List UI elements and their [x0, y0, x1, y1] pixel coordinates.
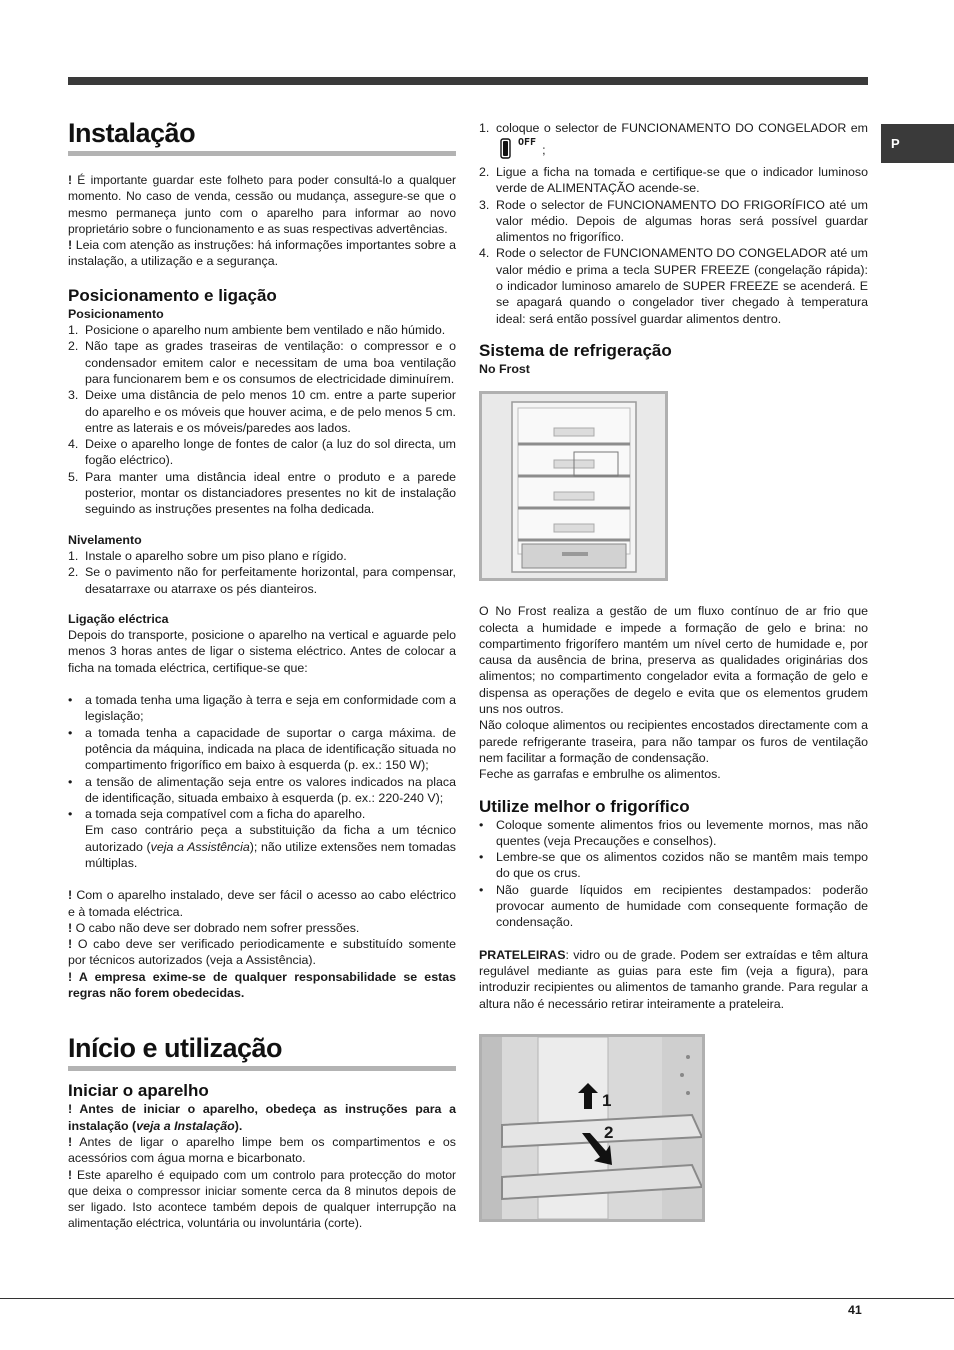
start-warning: [68, 1101, 456, 1134]
list-item-text: a tomada tenha uma ligação à terra e seja em conformidade com a legislação;: [85, 693, 456, 724]
warning-paragraph-3: [68, 936, 456, 969]
list-item: 3. Rode o selector de FUNCIONAMENTO DO FRIGORÍFICO até um valor médio. Depois de algumas horas será possível guardar alimentos no frigorífico.: [479, 197, 868, 245]
title-rule: [68, 1066, 456, 1071]
electrical-checklist: [68, 692, 456, 822]
warning-mark: !: [68, 920, 73, 935]
list-item: 2. Não tape as grades traseiras de ventilação: o compressor e o condensador emitem calor e necessitam de uma boa ventilação para funcionarem bem e os consumos de electricidade diminuírem.: [68, 339, 456, 386]
start-warning-end: ).: [234, 1118, 243, 1133]
nofrost-paragraph-3: Feche as garrafas e embrulhe os alimentos.: [479, 767, 721, 782]
intro-text: É importante guardar este folheto para poder consultá-lo a qualquer momento. No caso de venda, cessão ou mudança, assegure-se que o mesmo permaneça junto com o aparelho para informar ao novo proprietário sobre o funcionamento e as suas respectivas advertências.: [68, 173, 456, 236]
list-item: 5. Para manter uma distância ideal entre o produto e a parede posterior, montar os distanciadores presentes no kit de instalação seguindo as instruções presentes na folha dedicada.: [68, 469, 456, 517]
warning-paragraph-2: [68, 920, 456, 936]
electrical-subheading: Ligação eléctrica: [68, 611, 169, 626]
list-item: 2. Ligue a ficha na tomada e certifique-se que o indicador luminoso verde de ALIMENTAÇÃO acende-se.: [479, 165, 868, 196]
list-item-text: Não guarde líquidos em recipientes destampados: poderão provocar aumento de humidade com consequente formação de condensação.: [496, 882, 868, 930]
use-heading: Utilize melhor o frigorífico: [479, 796, 690, 816]
list-item-text: Coloque somente alimentos frios ou levemente mornos, mas não quentes (veja Precauções e conselhos).: [496, 817, 868, 848]
warning-text: O cabo deve ser verificado periodicamente e substituído somente por técnicos autorizados (veja a Assistência).: [68, 937, 456, 968]
list-item-text: Se o pavimento não for perfeitamente horizontal, para compensar, desatarraxe ou atarraxe os pés dianteiros.: [85, 565, 456, 596]
start-heading: Iniciar o aparelho: [68, 1081, 209, 1101]
intro2-text: Leia com atenção as instruções: há informações importantes sobre a instalação, a utilização e a segurança.: [68, 238, 456, 269]
liability-warning: ! A empresa exime-se de qualquer responsabilidade se estas regras não forem obedecidas.: [68, 969, 456, 1001]
list-item-text: a tensão de alimentação seja entre os valores indicados na placa de identificação, situada embaixo à esquerda (p. ex.: 220-240 V);: [85, 774, 456, 805]
step-label-2: 2: [604, 1122, 614, 1142]
list-item-text: Para manter uma distância ideal entre o produto e a parede posterior, montar os distanciadores presentes no kit de instalação seguindo as instruções presentes na folha dedicada.: [85, 469, 456, 517]
shelf-adjustment-image: [479, 1034, 705, 1222]
list-item: 4. Deixe o aparelho longe de fontes de calor (a luz do sol directa, um fogão eléctrico).: [68, 437, 456, 468]
list-item-text: Lembre-se que os alimentos cozidos não se mantêm mais tempo do que os crus.: [496, 850, 868, 881]
warning-mark: !: [68, 1134, 73, 1149]
language-tab-label: P: [891, 136, 900, 151]
step1-text: coloque o selector de FUNCIONAMENTO DO CONGELADOR em: [496, 121, 868, 135]
startup-steps: [479, 120, 868, 327]
list-item: 4. Rode o selector de FUNCIONAMENTO DO CONGELADOR até um valor médio e prima a tecla SUPER FREEZE (congelação rápida): o indicador luminoso amarelo de SUPER FREEZE se acenderá. E se apagará quando o congelador tiver chegado à temperatura ideal: será então possível guardar alimentos dentro.: [479, 246, 868, 326]
list-item: • a tomada seja compatível com a ficha do aparelho.: [68, 807, 366, 822]
list-item: 1. Posicione o aparelho num ambiente bem ventilado e não húmido.: [68, 323, 446, 338]
intro-paragraph: [68, 172, 456, 237]
step-label-1: 1: [602, 1090, 612, 1110]
warning-mark: !: [68, 888, 73, 903]
positioning-heading: Posicionamento e ligação: [68, 285, 277, 305]
start-warning-text: ! Antes de iniciar o aparelho, obedeça as instruções para a instalação (: [68, 1102, 456, 1133]
electrical-note: [68, 822, 456, 871]
list-item: • Não guarde líquidos em recipientes destampados: poderão provocar aumento de humidade com consequente formação de condensação.: [479, 882, 868, 930]
language-tab: [881, 124, 954, 163]
start-text: Antes de ligar o aparelho limpe bem os compartimentos e os acessórios com água morna e bicarbonato.: [68, 1134, 456, 1166]
note-italic: veja a Assistência: [150, 839, 250, 854]
leveling-list: [68, 548, 456, 597]
fridge-interior-image: [479, 391, 668, 581]
note-text-end: ); não utilize extensões nem tomadas múltiplas.: [85, 839, 457, 870]
title-rule: [68, 151, 456, 156]
list-item-text: Deixe o aparelho longe de fontes de calor (a luz do sol directa, um fogão eléctrico).: [85, 437, 456, 468]
warning-text: Com o aparelho instalado, deve ser fácil o acesso ao cabo eléctrico e à tomada eléctrica.: [68, 888, 456, 919]
nofrost-paragraph-1: O No Frost realiza a gestão de um fluxo contínuo de ar frio que colecta a humidade e impede a formação de gelo e brina: no compartimento frigorífero mantém um nível certo de humidade e, por causa da ausência de brina, preserva as qualidades originárias dos alimentos; no compartimento congelador evita a formação de gelo e dispensa as operações de degelo e evita que os elementos grudem uns nos outros.: [479, 604, 868, 717]
list-item-text: a tomada seja compatível com a ficha do aparelho.: [85, 807, 366, 822]
electrical-intro: Depois do transporte, posicione o aparelho na vertical e aguarde pelo menos 3 horas antes de ligar o sistema eléctrico. Antes de colocar a ficha na tomada eléctrica, certifique-se que:: [68, 628, 456, 675]
list-item: 2. Se o pavimento não for perfeitamente horizontal, para compensar, desatarraxe ou atarraxe os pés dianteiros.: [68, 565, 456, 596]
shelves-paragraph: [479, 947, 868, 1012]
warning-mark: !: [68, 1167, 72, 1182]
warning-mark: !: [68, 937, 73, 952]
list-item-text: Posicione o aparelho num ambiente bem ventilado e não húmido.: [85, 323, 446, 338]
list-item-text: Ligue a ficha na tomada e certifique-se que o indicador luminoso verde de ALIMENTAÇÃO acende-se.: [496, 165, 868, 196]
warning-paragraph-1: [68, 887, 456, 920]
warning-mark: !: [68, 238, 73, 253]
list-item-text: Rode o selector de FUNCIONAMENTO DO FRIGORÍFICO até um valor médio. Depois de algumas horas será possível guardar alimentos no frigorífico.: [496, 197, 868, 245]
right-column: [479, 120, 868, 1222]
start-paragraph-2: [68, 1134, 456, 1167]
nofrost-subheading: No Frost: [479, 361, 530, 376]
leveling-subheading: Nivelamento: [68, 532, 142, 547]
list-item: • a tensão de alimentação seja entre os valores indicados na placa de identificação, situada embaixo à esquerda (p. ex.: 220-240 V);: [68, 774, 456, 805]
warning-mark: !: [68, 173, 72, 187]
list-item-text: Deixe uma distância de pelo menos 10 cm. entre a parte superior do aparelho e os móveis que houver acima, e de pelo menos 5 cm. entre as laterais e os móveis/paredes aos lados.: [85, 388, 456, 435]
positioning-list: [68, 322, 456, 518]
list-item-text: Não tape as grades traseiras de ventilação: o compressor e o condensador emitem calor e necessitam de uma boa ventilação para funcionarem bem e os consumos de electricidade diminuírem.: [85, 339, 456, 386]
step1-end: ;: [542, 142, 546, 157]
nofrost-paragraph-2: Não coloque alimentos ou recipientes encostados directamente com a parede refrigerante traseira, para não tampar os furos de ventilação nem facilitar a formação de condensação.: [479, 718, 868, 765]
start-title: Início e utilização: [68, 1033, 283, 1064]
intro-paragraph-2: [68, 237, 456, 270]
shelves-label: PRATELEIRAS: [479, 947, 566, 962]
positioning-subheading: Posicionamento: [68, 306, 164, 321]
note-text: Em caso contrário peça a substituição da ficha a um técnico autorizado (: [85, 823, 456, 854]
list-item: 3. Deixe uma distância de pelo menos 10 cm. entre a parte superior do aparelho e os móveis que houver acima, e de pelo menos 5 cm. entre as laterais e os móveis/paredes aos lados.: [68, 388, 456, 435]
list-item: • a tomada tenha uma ligação à terra e seja em conformidade com a legislação;: [68, 693, 456, 724]
start-warning-italic: veja a Instalação: [136, 1118, 235, 1133]
off-icon-label: OFF: [518, 137, 537, 148]
install-title: Instalação: [68, 118, 196, 148]
list-item-text: a tomada tenha a capacidade de suportar o carga máxima. de potência da máquina, indicada na placa de identificação situada no compartimento frigorífico em baixo à esquerda (p. ex.: 150 W);: [85, 725, 456, 773]
list-item-text: Instale o aparelho sobre um piso plano e rígido.: [85, 548, 347, 563]
page-number: 41: [848, 1303, 862, 1317]
use-tips-list: [479, 817, 868, 931]
list-item: 1. coloque o selector de FUNCIONAMENTO DO CONGELADOR em $^{OFF}$;: [479, 120, 868, 164]
start-text: Este aparelho é equipado com um controlo para protecção do motor que deixa o compressor iniciar somente cerca da 8 minutos depois de ser ligado. Isto acontece também depois de qualquer interrupção na alimentação eléctrica, voluntária ou involuntária (corte).: [68, 1167, 456, 1231]
start-paragraph-3: [68, 1167, 456, 1232]
cooling-heading: Sistema de refrigeração: [479, 340, 672, 360]
left-column: [68, 116, 456, 1232]
warning-text: O cabo não deve ser dobrado nem sofrer pressões.: [72, 920, 360, 935]
list-item: • Coloque somente alimentos frios ou levemente mornos, mas não quentes (veja Precauções e conselhos).: [479, 817, 868, 848]
list-item-text: Rode o selector de FUNCIONAMENTO DO CONGELADOR até um valor médio e prima a tecla SUPER FREEZE (congelação rápida): o indicador luminoso amarelo de SUPER FREEZE se acenderá. E se apagará quando o congelador tiver chegado à temperatura ideal: será então possível guardar alimentos dentro.: [496, 246, 868, 326]
shelves-text: : vidro ou de grade. Podem ser extraídas e têm altura regulável mediante as guias para este fim (veja a figura), para introduzir recipientes ou alimentos de tamanho grande. Para regular a altura não é necessário retirar inteiramente a prateleira.: [479, 947, 868, 1011]
list-item: 1. Instale o aparelho sobre um piso plano e rígido.: [68, 548, 347, 563]
list-item: • a tomada tenha a capacidade de suportar o carga máxima. de potência da máquina, indicada na placa de identificação situada no compartimento frigorífico em baixo à esquerda (p. ex.: 150 W);: [68, 725, 456, 773]
footer-rule: [0, 1298, 954, 1299]
header-rule: [68, 77, 868, 85]
list-item: • Lembre-se que os alimentos cozidos não se mantêm mais tempo do que os crus.: [479, 850, 868, 881]
